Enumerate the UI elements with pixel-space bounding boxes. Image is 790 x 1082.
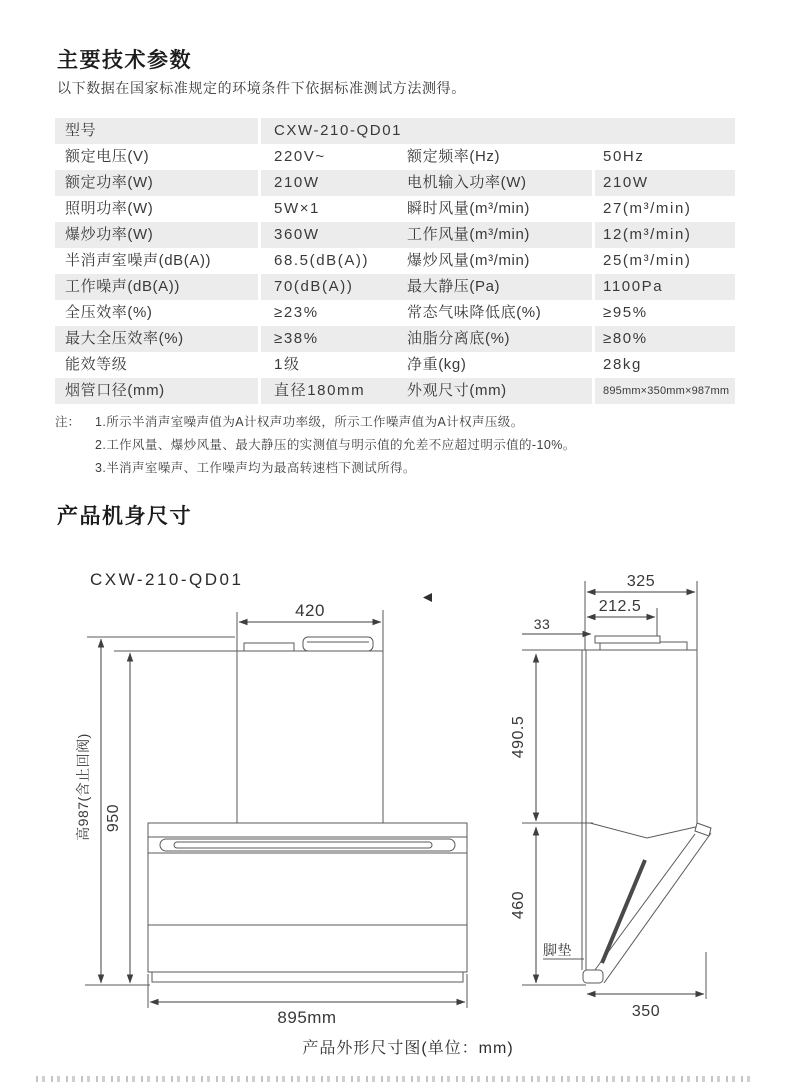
foot-pad-label: 脚垫 (543, 942, 572, 958)
damper-plate (244, 643, 294, 651)
leg-outline (590, 823, 711, 983)
param-value: ≥38% (274, 330, 319, 347)
glass-slot (160, 839, 455, 851)
param-label: 全压效率(%) (55, 300, 261, 326)
glass-slot-inner (174, 842, 432, 848)
base-strip (152, 972, 463, 982)
dim-490-label: 490.5 (510, 715, 527, 759)
param-value: 1100Pa (603, 278, 664, 295)
param-label: 油脂分离底(%) (405, 326, 595, 352)
check-valve-cap (303, 637, 373, 651)
param-value: ≥80% (603, 330, 648, 347)
notes-items (95, 411, 576, 480)
param-value: 70(dB(A)) (274, 278, 354, 295)
side-view-drawing (510, 573, 711, 1020)
param-value: ≥95% (603, 304, 648, 321)
body-outline (148, 823, 467, 982)
param-label: 半消声室噪声(dB(A)) (55, 248, 261, 274)
dim-895-label: 895mm (277, 1008, 337, 1027)
param-value: 12(m³/min) (603, 226, 692, 243)
side-body-outline (582, 650, 697, 970)
param-value: 25(m³/min) (603, 252, 692, 269)
dim-987-label: 高987(含止回阀) (75, 733, 91, 841)
drawing-model-label: CXW-210-QD01 (90, 570, 244, 589)
param-label: 烟管口径(mm) (55, 378, 261, 404)
param-label: 照明功率(W) (55, 196, 261, 222)
table-row (55, 326, 735, 352)
param-label: 常态气味降低底(%) (405, 300, 595, 326)
table-row (55, 144, 735, 170)
param-value: 220V~ (274, 148, 326, 165)
param-label: 最大全压效率(%) (55, 326, 261, 352)
drawing-caption: 产品外形尺寸图(单位：mm) (302, 1040, 514, 1057)
tech-params-title: 主要技术参数 (57, 49, 192, 72)
foot-pad (583, 970, 603, 983)
param-value: 895mm×350mm×987mm (603, 385, 730, 397)
table-row (55, 378, 735, 404)
param-value: 50Hz (603, 148, 645, 165)
front-view-drawing (75, 601, 467, 1027)
table-row (55, 170, 735, 196)
param-value: 1级 (274, 356, 301, 373)
param-value: 5W×1 (274, 200, 321, 217)
param-value: 27(m³/min) (603, 200, 692, 217)
param-label: 电机输入功率(W) (405, 170, 595, 196)
param-value: ≥23% (274, 304, 319, 321)
dim-950-label: 950 (105, 803, 122, 833)
note-item: 3.半消声室噪声、工作噪声均为最高转速档下测试所得。 (95, 461, 416, 475)
model-value: CXW-210-QD01 (274, 122, 403, 139)
param-label: 爆炒功率(W) (55, 222, 261, 248)
model-label: 型号 (55, 118, 261, 144)
param-label: 最大静压(Pa) (405, 274, 595, 300)
bracket-tip (695, 823, 711, 836)
dim-460-label: 460 (510, 890, 527, 920)
param-value: 210W (274, 174, 320, 191)
spec-table (55, 118, 735, 404)
dim-325-label: 325 (626, 573, 656, 590)
param-value: 360W (274, 226, 320, 243)
param-value: 28kg (603, 356, 642, 373)
dim-350-label: 350 (631, 1003, 661, 1020)
dim-420-label: 420 (295, 601, 325, 620)
note-item: 1.所示半消声室噪声值为A计权声功率级，所示工作噪声值为A计权声压级。 (95, 415, 524, 429)
table-row (55, 248, 735, 274)
param-label: 额定电压(V) (55, 144, 261, 170)
table-row (55, 222, 735, 248)
table-row-model (55, 118, 735, 144)
dim-212-label: 212.5 (598, 598, 642, 615)
side-cap-upper (595, 636, 660, 643)
param-value: 210W (603, 174, 649, 191)
param-label: 瞬时风量(m³/min) (405, 196, 595, 222)
param-label: 额定功率(W) (55, 170, 261, 196)
param-value: 68.5(dB(A)) (274, 252, 370, 269)
param-label: 工作噪声(dB(A)) (55, 274, 261, 300)
tech-params-subtitle: 以下数据在国家标准规定的环境条件下依据标准测试方法测得。 (57, 80, 466, 96)
chimney-outline (237, 637, 383, 823)
dimensions-title: 产品机身尺寸 (57, 505, 192, 528)
table-row (55, 196, 735, 222)
param-label: 爆炒风量(m³/min) (405, 248, 595, 274)
param-label: 外观尺寸(mm) (405, 378, 595, 404)
param-value: 直径180mm (274, 382, 366, 399)
param-label: 净重(kg) (405, 352, 595, 378)
dimension-drawing (0, 555, 790, 1082)
table-row (55, 300, 735, 326)
cropped-text-strip (36, 1076, 752, 1082)
param-label: 能效等级 (55, 352, 261, 378)
param-label: 工作风量(m³/min) (405, 222, 595, 248)
cursor-arrow-artifact (423, 593, 432, 602)
notes-label: 注： (55, 415, 81, 429)
table-row (55, 352, 735, 378)
dim-33-label: 33 (533, 616, 551, 632)
note-item: 2.工作风量、爆炒风量、最大静压的实测值与明示值的允差不应超过明示值的-10%。 (95, 438, 576, 452)
param-label: 额定频率(Hz) (405, 144, 595, 170)
table-row (55, 274, 735, 300)
notes-block (55, 411, 576, 480)
